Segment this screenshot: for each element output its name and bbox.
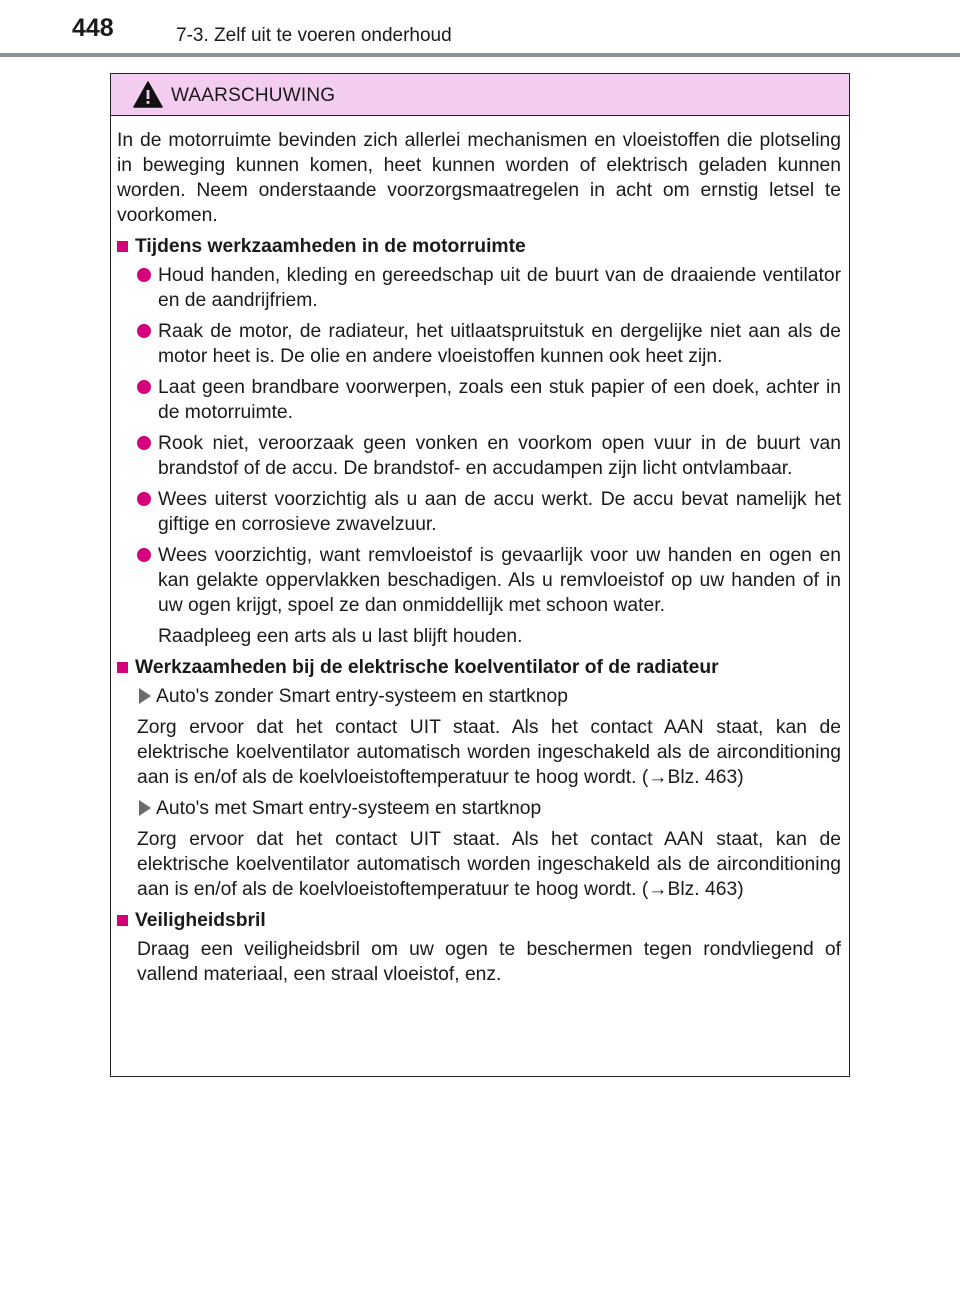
header-divider <box>0 53 960 57</box>
section-heading: Veiligheidsbril <box>135 910 266 931</box>
circle-bullet-icon <box>137 380 151 394</box>
section-title: 7-3. Zelf uit te voeren onderhoud <box>176 25 452 46</box>
square-bullet-icon <box>117 662 128 673</box>
list-item-text: Raak de motor, de radiateur, het uitlaatspruitstuk en dergelijke niet aan als de motor heet is. De olie en andere vloeistoffen kunnen ook heet zijn. <box>158 321 841 367</box>
subsection-label: Auto's zonder Smart entry-systeem en startknop <box>156 686 568 707</box>
subsection-label: Auto's met Smart entry-systeem en startknop <box>156 798 542 819</box>
subsection-text: Zorg ervoor dat het contact UIT staat. Als het contact AAN staat, kan de elektrische koelventilator automatisch worden ingeschakeld als de airconditioning aan is en/of als de koelvloeistoftemperatuur te hoog wordt. (→Blz. 463) <box>137 717 841 788</box>
section-heading-row <box>117 908 841 933</box>
list-item-text: Rook niet, veroorzaak geen vonken en voorkom open vuur in de buurt van brandstof of de accu. De brandstof- en accudampen zijn licht ontvlambaar. <box>158 433 841 479</box>
list-item-text: Laat geen brandbare voorwerpen, zoals een stuk papier of een doek, achter in de motorruimte. <box>158 377 841 423</box>
square-bullet-icon <box>117 915 128 926</box>
list-item-continuation: Raadpleeg een arts als u last blijft houden. <box>158 626 523 647</box>
circle-bullet-icon <box>137 436 151 450</box>
section-text: Draag een veiligheidsbril om uw ogen te beschermen tegen rondvliegend of vallend materiaal, een straal vloeistof, enz. <box>137 939 841 985</box>
section-heading: Werkzaamheden bij de elektrische koelventilator of de radiateur <box>135 657 719 678</box>
list-item <box>137 263 841 313</box>
circle-bullet-icon <box>137 324 151 338</box>
circle-bullet-icon <box>137 548 151 562</box>
triangle-right-icon <box>139 800 151 816</box>
section-heading-row <box>117 234 841 259</box>
list-item <box>137 487 841 537</box>
list-item <box>137 319 841 369</box>
subsection-text: Zorg ervoor dat het contact UIT staat. Als het contact AAN staat, kan de elektrische koelventilator automatisch worden ingeschakeld als de airconditioning aan is en/of als de koelvloeistoftemperatuur te hoog wordt. (→Blz. 463) <box>137 829 841 900</box>
list-item <box>137 375 841 425</box>
list-item-text: Wees uiterst voorzichtig als u aan de accu werkt. De accu bevat namelijk het giftige en corrosieve zwavelzuur. <box>158 489 841 535</box>
section-heading-row <box>117 655 841 680</box>
circle-bullet-icon <box>137 268 151 282</box>
subsection-label-row <box>137 684 841 709</box>
warning-body <box>111 116 849 987</box>
warning-intro: In de motorruimte bevinden zich allerlei mechanismen en vloeistoffen die plotseling in beweging kunnen komen, heet kunnen worden of elektrisch geladen kunnen worden. Neem onderstaande voorzorgsmaatregelen in acht om ernstig letsel te voorkomen. <box>117 130 841 226</box>
list-item <box>137 543 841 618</box>
section-heading: Tijdens werkzaamheden in de motorruimte <box>135 236 526 257</box>
warning-triangle-icon <box>133 81 163 108</box>
warning-box <box>110 73 850 1077</box>
subsection-label-row <box>137 796 841 821</box>
square-bullet-icon <box>117 241 128 252</box>
warning-title: WAARSCHUWING <box>171 85 336 106</box>
list-item-text: Houd handen, kleding en gereedschap uit de buurt van de draaiende ventilator en de aandrijfriem. <box>158 265 841 311</box>
list-item-text: Wees voorzichtig, want remvloeistof is gevaarlijk voor uw handen en ogen en kan gelakte oppervlakken beschadigen. Als u remvloeistof op uw handen of in uw ogen krijgt, spoel ze dan onmiddellijk met schoon water. <box>158 545 841 616</box>
page-number: 448 <box>72 14 114 42</box>
page-header <box>0 0 960 60</box>
list-item <box>137 431 841 481</box>
warning-header <box>111 74 849 116</box>
triangle-right-icon <box>139 688 151 704</box>
circle-bullet-icon <box>137 492 151 506</box>
